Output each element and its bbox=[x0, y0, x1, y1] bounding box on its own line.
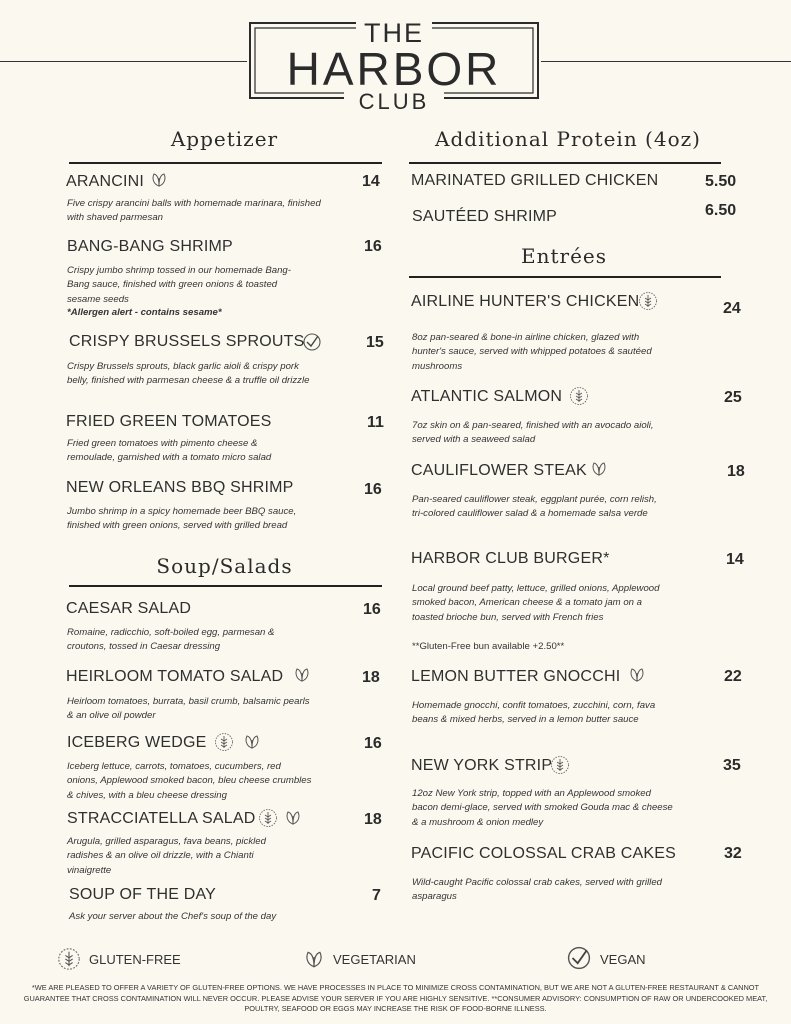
vegetarian-icon bbox=[150, 172, 168, 193]
item-name: PACIFIC COLOSSAL CRAB CAKES bbox=[411, 845, 677, 862]
item-price: 24 bbox=[723, 300, 741, 317]
gluten-free-icon bbox=[569, 386, 589, 411]
item-desc: Five crispy arancini balls with homemade marinara, finished with shaved parmesan bbox=[67, 198, 321, 224]
vegan-icon bbox=[566, 945, 592, 976]
item-desc: Arugula, grilled asparagus, fava beans, pickled radishes & an olive oil drizzle, with a Chianti vinaigrette bbox=[67, 836, 266, 876]
legend-gluten-free: GLUTEN-FREE bbox=[89, 952, 181, 967]
item-price: 22 bbox=[724, 668, 742, 685]
item-price: 14 bbox=[726, 551, 744, 568]
logo bbox=[248, 18, 540, 114]
item-name: CAESAR SALAD bbox=[66, 600, 192, 617]
item-price: 18 bbox=[364, 811, 382, 828]
item-name: AIRLINE HUNTER'S CHICKEN bbox=[411, 293, 640, 310]
gluten-free-icon bbox=[57, 947, 81, 976]
item-desc: Heirloom tomatoes, burrata, basil crumb, balsamic pearls & an olive oil powder bbox=[67, 696, 310, 722]
gluten-free-icon bbox=[214, 732, 234, 757]
item-desc: Romaine, radicchio, soft-boiled egg, parmesan & croutons, tossed in Caesar dressing bbox=[67, 627, 275, 653]
logo-the: THE bbox=[364, 18, 424, 48]
item-name: STRACCIATELLA SALAD bbox=[67, 810, 256, 827]
entrees-title: Entrées bbox=[520, 244, 607, 268]
item-name: LEMON BUTTER GNOCCHI bbox=[411, 668, 621, 685]
item-name: ARANCINI bbox=[66, 173, 145, 190]
item-name: ICEBERG WEDGE bbox=[67, 734, 207, 751]
disclaimer-footnote: *WE ARE PLEASED TO OFFER A VARIETY OF GLUTEN-FREE OPTIONS. WE HAVE PROCESSES IN PLACE TO MINIMIZE CROSS CONTAMINATION, BUT WE ARE NOT A GLUTEN-FREE RESTAURANT & CANNOT GUARANTEE THAT CROSS CONTAMINATION WILL NEVER OCCUR. PLEASE ADVISE YOUR SERVER IF YOU ARE HIGHLY SENSITIVE. **CONSUMER ADVISORY: CONSUMPTION OF RAW OR UNDERCOOKED MEAT, POULTRY, SEAFOOD OR EGGS MAY INCREASE THE RISK OF FOOD-BORNE ILLNESS. bbox=[23, 983, 768, 1013]
item-desc: 8oz pan-seared & bone-in airline chicken, glazed with hunter's sauce, served with whipped potatoes & sautéed mushrooms bbox=[412, 332, 652, 372]
item-desc: Homemade gnocchi, confit tomatoes, zucchini, corn, fava beans & mixed herbs, served in a lemon butter sauce bbox=[412, 700, 656, 726]
soups-title: Soup/Salads bbox=[156, 554, 293, 578]
protein-rule bbox=[409, 162, 721, 164]
entrees-rule bbox=[409, 276, 721, 278]
item-price: 35 bbox=[723, 757, 741, 774]
item-name: NEW YORK STRIP bbox=[411, 757, 553, 774]
item-desc: Wild-caught Pacific colossal crab cakes, served with grilled asparagus bbox=[412, 877, 662, 903]
item-note: **Gluten-Free bun available +2.50** bbox=[412, 641, 565, 652]
item-price: 18 bbox=[727, 463, 745, 480]
gluten-free-icon bbox=[550, 755, 570, 780]
item-price: 16 bbox=[364, 735, 382, 752]
logo-harbor: HARBOR bbox=[286, 43, 502, 95]
item-name: NEW ORLEANS BBQ SHRIMP bbox=[66, 479, 294, 496]
item-desc: Pan-seared cauliflower steak, eggplant purée, corn relish, tri-colored cauliflower salad & a homemade salsa verde bbox=[412, 494, 657, 520]
header-rule-left bbox=[0, 61, 247, 62]
item-name: ATLANTIC SALMON bbox=[411, 388, 563, 405]
item-desc: Fried green tomatoes with pimento cheese & remoulade, garnished with a tomato micro salad bbox=[67, 438, 272, 464]
item-desc: Iceberg lettuce, carrots, tomatoes, cucumbers, red onions, Applewood smoked bacon, bleu cheese crumbles & chives, with a bleu cheese dressing bbox=[67, 761, 312, 801]
item-price: 25 bbox=[724, 389, 742, 406]
item-desc: Crispy jumbo shrimp tossed in our homemade Bang-Bang sauce, finished with green onions & toasted sesame seeds bbox=[67, 265, 291, 305]
protein-title: Additional Protein (4oz) bbox=[435, 127, 701, 151]
protein-item-name: MARINATED GRILLED CHICKEN bbox=[411, 172, 659, 189]
item-price: 11 bbox=[367, 414, 384, 431]
item-desc: 7oz skin on & pan-seared, finished with an avocado aioli, served with a seaweed salad bbox=[412, 420, 654, 446]
logo-club: CLUB bbox=[358, 89, 430, 114]
vegan-icon bbox=[302, 332, 322, 357]
item-name: HEIRLOOM TOMATO SALAD bbox=[66, 668, 284, 685]
item-name: HARBOR CLUB BURGER* bbox=[411, 550, 610, 567]
item-name: CAULIFLOWER STEAK bbox=[411, 462, 587, 479]
vegetarian-icon bbox=[293, 667, 311, 688]
protein-item-price: 5.50 bbox=[705, 173, 737, 190]
item-price: 16 bbox=[363, 601, 381, 618]
item-desc: Ask your server about the Chef's soup of the day bbox=[69, 911, 277, 922]
item-price: 14 bbox=[362, 173, 380, 190]
vegetarian-icon bbox=[628, 667, 646, 688]
item-desc: Local ground beef patty, lettuce, grilled onions, Applewood smoked bacon, American cheese & a tomato jam on a toasted brioche bun, served with French fries bbox=[412, 583, 660, 623]
item-price: 16 bbox=[364, 238, 382, 255]
item-price: 32 bbox=[724, 845, 742, 862]
allergen-note: *Allergen alert - contains sesame* bbox=[67, 307, 222, 318]
protein-item-price: 6.50 bbox=[705, 202, 737, 219]
vegetarian-icon bbox=[243, 734, 261, 755]
item-name: SOUP OF THE DAY bbox=[69, 886, 217, 903]
vegetarian-icon bbox=[303, 950, 325, 974]
item-desc: Jumbo shrimp in a spicy homemade beer BBQ sauce, finished with green onions, served with grilled bread bbox=[67, 506, 297, 532]
protein-item-name: SAUTÉED SHRIMP bbox=[412, 208, 558, 225]
item-desc: 12oz New York strip, topped with an Applewood smoked bacon demi-glace, served with smoked Gouda mac & cheese & a mushroom & onion medley bbox=[412, 788, 673, 828]
soups-rule bbox=[69, 585, 382, 587]
vegetarian-icon bbox=[590, 461, 608, 482]
item-price: 18 bbox=[362, 669, 380, 686]
appetizer-rule bbox=[69, 162, 382, 164]
item-desc: Crispy Brussels sprouts, black garlic aioli & crispy pork belly, finished with parmesan cheese & a truffle oil drizzle bbox=[67, 361, 310, 387]
legend-vegetarian: VEGETARIAN bbox=[333, 952, 416, 967]
item-name: BANG-BANG SHRIMP bbox=[67, 238, 233, 255]
vegetarian-icon bbox=[284, 810, 302, 831]
header-rule-right bbox=[541, 61, 791, 62]
item-price: 16 bbox=[364, 481, 382, 498]
gluten-free-icon bbox=[638, 291, 658, 316]
legend-vegan: VEGAN bbox=[600, 952, 646, 967]
appetizer-title: Appetizer bbox=[170, 127, 279, 151]
gluten-free-icon bbox=[258, 808, 278, 833]
item-name: FRIED GREEN TOMATOES bbox=[66, 413, 272, 430]
item-name: CRISPY BRUSSELS SPROUTS bbox=[69, 333, 305, 350]
item-price: 7 bbox=[372, 887, 381, 904]
item-price: 15 bbox=[366, 334, 384, 351]
